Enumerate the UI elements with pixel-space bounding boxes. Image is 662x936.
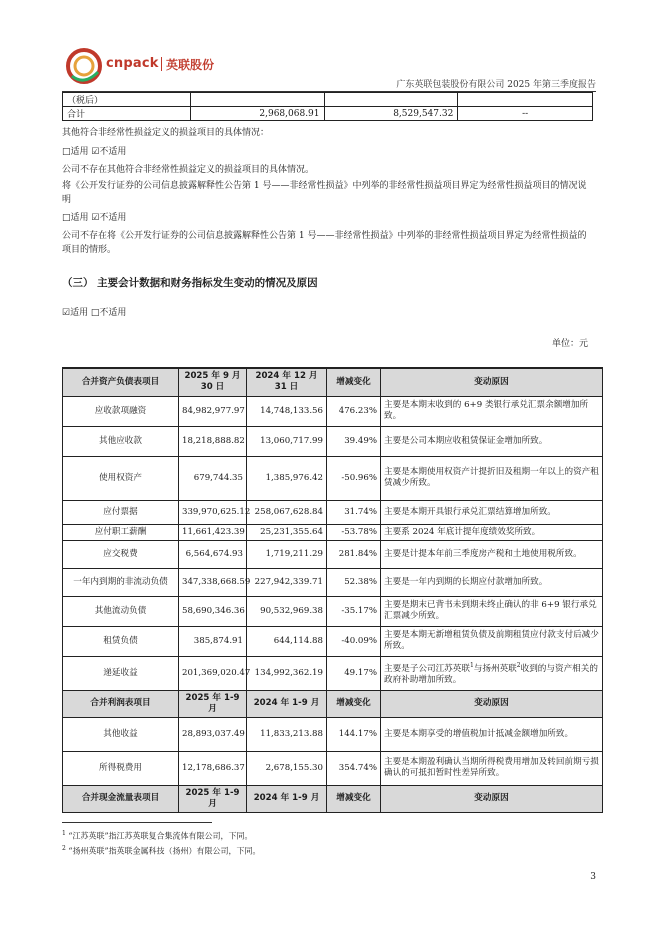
- nonrecurring-total-table: [62, 92, 593, 121]
- financial-changes-table: [62, 367, 603, 813]
- table-row: [63, 107, 593, 121]
- table-row: [63, 656, 603, 690]
- table-row: [63, 456, 603, 500]
- value-current: 58,690,346.36: [179, 596, 247, 626]
- footnote-ref: 1: [469, 662, 474, 670]
- value-current: 11,661,423.39: [179, 524, 247, 540]
- table-header-row: [63, 368, 603, 396]
- table-cell: [190, 93, 324, 107]
- footnote-divider: [62, 822, 212, 823]
- logo-swirl-icon: [64, 46, 108, 86]
- change-pct: 49.17%: [327, 656, 381, 690]
- unit-label: 单位：元: [551, 339, 588, 349]
- table-cell: （税后）: [63, 93, 191, 107]
- table-row: [63, 396, 603, 426]
- value-current: 347,338,668.59: [179, 568, 247, 596]
- change-pct: 31.74%: [327, 500, 381, 524]
- column-header: 2025 年 1-9 月: [179, 690, 247, 717]
- paragraph: 将《公开发行证券的公司信息披露解释性公告第 1 号——非经常性损益》中列举的非经常性损益项目界定为经常性损益项目的情况说明: [62, 181, 587, 205]
- table-row: [63, 524, 603, 540]
- value-current: 201,369,020.47: [179, 656, 247, 690]
- table-cell: 8,529,547.32: [324, 107, 458, 121]
- column-header: 变动原因: [381, 368, 603, 396]
- footnote-ref: 2: [516, 662, 521, 670]
- table-header-row: [63, 785, 603, 812]
- item-name: 应交税费: [63, 540, 179, 568]
- table-cell: 2,968,068.91: [190, 107, 324, 121]
- table-row: [63, 626, 603, 656]
- value-prior: 14,748,133.56: [247, 396, 327, 426]
- table-row: [63, 93, 593, 107]
- value-current: 6,564,674.93: [179, 540, 247, 568]
- value-prior: 90,532,969.38: [247, 596, 327, 626]
- change-pct: -50.96%: [327, 456, 381, 500]
- table-cell: [458, 93, 593, 107]
- change-reason: 主要是本期使用权资产计提折旧及租期一年以上的资产租赁减少所致。: [381, 456, 603, 500]
- table-row: [63, 426, 603, 456]
- change-reason: 主要是公司本期应收租赁保证金增加所致。: [381, 426, 603, 456]
- company-logo: [64, 46, 224, 86]
- table-row: [63, 717, 603, 751]
- change-reason: 主要是计提本年前三季度房产税和土地使用税所致。: [381, 540, 603, 568]
- footnote-text: “江苏英联”指江苏英联复合集流体有限公司，下同。: [68, 831, 253, 841]
- change-reason: [381, 656, 603, 690]
- paragraph: 公司不存在将《公开发行证券的公司信息披露解释性公告第 1 号——非经常性损益》中列举的非经常性损益项目界定为经常性损益的项目的情形。: [62, 231, 587, 255]
- logo-brand-text: cnpack: [106, 56, 159, 71]
- section-title: （三） 主要会计数据和财务指标发生变动的情况及原因: [62, 277, 318, 289]
- value-prior: 2,678,155.30: [247, 751, 327, 785]
- applicability-line: □适用 ☑不适用: [62, 213, 127, 223]
- change-reason: 主要是本期享受的增值税加计抵减金额增加所致。: [381, 717, 603, 751]
- column-header: 变动原因: [381, 785, 603, 812]
- logo-divider: [161, 57, 162, 71]
- value-prior: 11,833,213.88: [247, 717, 327, 751]
- table-header-row: [63, 690, 603, 717]
- table-cell: [324, 93, 458, 107]
- reason-text: 主要是子公司江苏英联: [384, 663, 470, 674]
- footnote-mark: 2: [62, 845, 66, 852]
- column-header: 2025 年 9 月 30 日: [179, 368, 247, 396]
- value-prior: 644,114.88: [247, 626, 327, 656]
- value-prior: 227,942,339.71: [247, 568, 327, 596]
- change-reason: 主要是一年内到期的长期应付款增加所致。: [381, 568, 603, 596]
- item-name: 一年内到期的非流动负债: [63, 568, 179, 596]
- item-name: 递延收益: [63, 656, 179, 690]
- table-row: [63, 568, 603, 596]
- value-prior: 1,719,211.29: [247, 540, 327, 568]
- item-name: 应付票据: [63, 500, 179, 524]
- change-pct: -35.17%: [327, 596, 381, 626]
- change-reason: 主要系 2024 年底计提年度绩效奖所致。: [381, 524, 603, 540]
- value-current: 385,874.91: [179, 626, 247, 656]
- item-name: 使用权资产: [63, 456, 179, 500]
- value-prior: 258,067,628.84: [247, 500, 327, 524]
- column-header: 合并资产负债表项目: [63, 368, 179, 396]
- item-name: 应收款项融资: [63, 396, 179, 426]
- table-row: [63, 751, 603, 785]
- change-pct: 52.38%: [327, 568, 381, 596]
- value-prior: 1,385,976.42: [247, 456, 327, 500]
- value-current: 12,178,686.37: [179, 751, 247, 785]
- column-header: 合并现金流量表项目: [63, 785, 179, 812]
- column-header: 合并利润表项目: [63, 690, 179, 717]
- column-header: 2024 年 1-9 月: [247, 690, 327, 717]
- table-row: [63, 540, 603, 568]
- item-name: 租赁负债: [63, 626, 179, 656]
- value-current: 28,893,037.49: [179, 717, 247, 751]
- change-pct: 476.23%: [327, 396, 381, 426]
- value-prior: 134,992,362.19: [247, 656, 327, 690]
- column-header: 2024 年 1-9 月: [247, 785, 327, 812]
- change-reason: 主要是期末已背书未到期未终止确认的非 6+9 银行承兑汇票减少所致。: [381, 596, 603, 626]
- column-header: 2024 年 12 月 31 日: [247, 368, 327, 396]
- reason-text: 收到的与资产相关的政府补助增加所致。: [384, 663, 598, 685]
- table-row: [63, 500, 603, 524]
- logo-brand-cn: 英联股份: [166, 58, 215, 72]
- value-prior: 25,231,355.64: [247, 524, 327, 540]
- change-reason: 主要是本期无新增租赁负债及前期租赁应付款支付后减少所致。: [381, 626, 603, 656]
- paragraph: 公司不存在其他符合非经常性损益定义的损益项目的具体情况。: [62, 165, 315, 175]
- change-reason: 主要是本期盈利确认当期所得税费用增加及转回前期亏损确认的可抵扣暂时性差异所致。: [381, 751, 603, 785]
- table-cell: 合计: [63, 107, 191, 121]
- page-number: 3: [590, 872, 596, 882]
- item-name: 应付职工薪酬: [63, 524, 179, 540]
- column-header: 增减变化: [327, 368, 381, 396]
- footnote-2: [62, 845, 261, 857]
- report-title: 广东英联包装股份有限公司 2025 年第三季度报告: [396, 80, 596, 90]
- value-current: 679,744.35: [179, 456, 247, 500]
- column-header: 变动原因: [381, 690, 603, 717]
- column-header: 增减变化: [327, 785, 381, 812]
- change-pct: 144.17%: [327, 717, 381, 751]
- value-current: 84,982,977.97: [179, 396, 247, 426]
- item-name: 其他收益: [63, 717, 179, 751]
- table-row: [63, 596, 603, 626]
- table-cell: --: [458, 107, 593, 121]
- column-header: 增减变化: [327, 690, 381, 717]
- change-pct: 354.74%: [327, 751, 381, 785]
- value-current: 18,218,888.82: [179, 426, 247, 456]
- paragraph: 其他符合非经常性损益定义的损益项目的具体情况：: [62, 128, 270, 138]
- item-name: 所得税费用: [63, 751, 179, 785]
- applicability-line: ☑适用 □不适用: [62, 308, 127, 318]
- reason-text: 与扬州英联: [473, 663, 517, 674]
- value-prior: 13,060,717.99: [247, 426, 327, 456]
- footnote-text: “扬州英联”指英联金属科技（扬州）有限公司，下同。: [68, 846, 261, 856]
- change-pct: -40.09%: [327, 626, 381, 656]
- change-reason: 主要是本期开具银行承兑汇票结算增加所致。: [381, 500, 603, 524]
- change-pct: -53.78%: [327, 524, 381, 540]
- item-name: 其他流动负债: [63, 596, 179, 626]
- footnote-1: [62, 830, 253, 842]
- column-header: 2025 年 1-9 月: [179, 785, 247, 812]
- applicability-line: □适用 ☑不适用: [62, 147, 127, 157]
- change-reason: 主要是本期末收到的 6+9 类银行承兑汇票余额增加所致。: [381, 396, 603, 426]
- footnote-mark: 1: [62, 830, 66, 837]
- value-current: 339,970,625.12: [179, 500, 247, 524]
- item-name: 其他应收款: [63, 426, 179, 456]
- change-pct: 39.49%: [327, 426, 381, 456]
- change-pct: 281.84%: [327, 540, 381, 568]
